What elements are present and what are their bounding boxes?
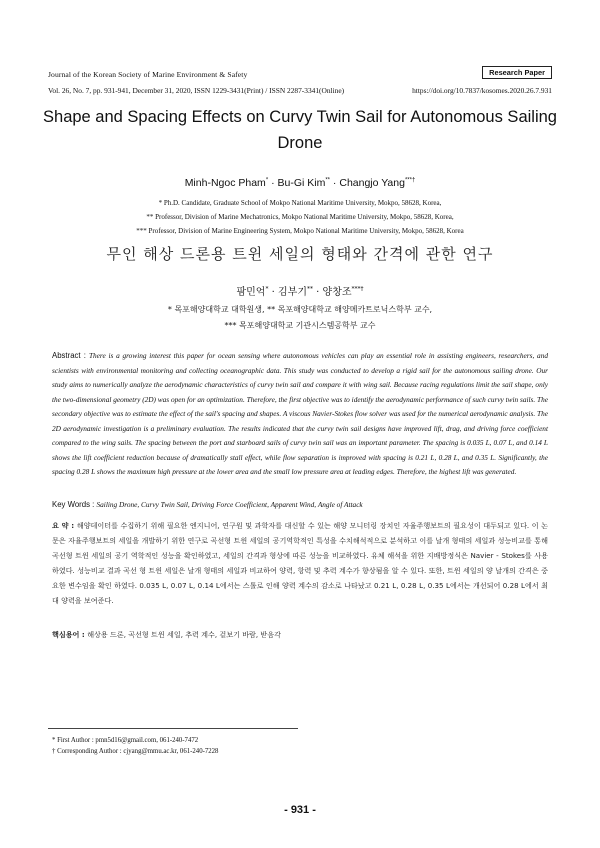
korean-abstract-label: 요 약 : [52,521,77,530]
affiliation-3: *** Professor, Division of Marine Engineering System, Mokpo National Maritime University, Mokpo, 58628, Korea [136,227,464,235]
citation-line [48,86,552,95]
abstract-text: There is a growing interest this paper for ocean sensing where autonomous vehicles can play an essential role in assisting engineers, researchers, and scientists with environmental monitoring and collecting oceanographic data. This study was conducted to develop a rigid sail for the autonomous sailing drone. Our study aims to numerically analyze the aerodynamic characteristics of curvy twin sail and compare it with wing sail. Because racing regulations limit the sail shape, only the two-dimensional geometry (2D) was open for an optimization. Therefore, the first objective was to identify the aerodynamic performance of such curvy twin sails. The secondary objective was to estimate the effect of the sail's spacing and shapes. A viscous Navier-Stokes flow solver was used for the numerical aerodynamic analysis. The 2D aerodynamic investigation is a preliminary evaluation. The results indicated that the curvy twin sail designs have improved lift, drag, and driving force coefficient compared to the wing sails. The spacing between the port and starboard sails of curvy twin sail was an important parameter. The spacing is 0.035 L, 0.07 L, and 0.14 L shows the lift coefficient reduction because of dramatically stall effect, while flow separation is improved with spacing is 0.21 L, 0.28 L, and 0.35 L. Significantly, the spacing 0.28 L shows the maximum high pressure at the lower area and the small low pressure area at leading edges. Therefore, the highest lift was generated. [52,351,548,476]
doi-link[interactable]: https://doi.org/10.7837/kosomes.2020.26.7.931 [412,86,552,95]
korean-author-separator: · [312,287,323,298]
footnote-first-author: * First Author : pmn5d16@gmail.com, 061-240-7472 [52,737,199,744]
citation: Vol. 26, No. 7, pp. 931-941, December 31, 2020, ISSN 1229-3431(Print) / ISSN 2287-3341(Online) [48,86,345,95]
keywords-label: Key Words : [52,500,97,509]
footnote-corresponding-author: † Corresponding Author : cjyang@mmu.ac.kr, 061-240-7228 [52,747,219,755]
journal-name: Journal of the Korean Society of Marine Environment & Safety [48,70,248,79]
paper-title: Shape and Spacing Effects on Curvy Twin Sail for Autonomous Sailing Drone [43,108,557,152]
author-3: Changjo Yang [339,177,405,189]
korean-affiliation-1: * 목포해양대학교 대학원생, ** 목포해양대학교 해양메카트로닉스학부 교수, [167,305,433,314]
korean-keywords [52,630,548,640]
author-1: Minh-Ngoc Pham [184,177,266,189]
page-number: - 931 - [284,804,316,816]
affiliation-2: ** Professor, Division of Marine Mechatronics, Mokpo National Maritime University, Mokpo, 58628, Korea, [146,213,454,221]
korean-title: 무인 해상 드론용 트윈 세일의 형태와 간격에 관한 연구 [106,245,494,263]
author-2: Bu-Gi Kim [277,177,326,189]
footnotes [52,736,218,757]
korean-keywords-text: 해상용 드론, 곡선형 트윈 세일, 추력 계수, 겉보기 바람, 받음각 [87,630,281,639]
affiliation-1: * Ph.D. Candidate, Graduate School of Mokpo National Maritime University, Mokpo, 58628, Korea, [158,199,442,207]
footnote-divider [48,728,298,729]
korean-author-2-mark: ** [306,285,313,293]
author-separator: · [268,177,278,189]
keywords-text: Sailing Drone, Curvy Twin Sail, Driving Force Coefficient, Apparent Wind, Angle of Attack [96,500,363,509]
korean-abstract-text: 해양데이터를 수집하기 위해 필요한 엔지니어, 연구원 및 과학자를 대신할 수 있는 해양 모니터링 장치인 자율주행보트의 필요성이 대두되고 있다. 이 논문은 자율주행보트의 세일을 개발하기 위한 연구로 곡선형 트윈 세일의 공기역학적인 특성을 수치해석적으로 분석하고 이를 날개 형태의 세일과 성능비교를 통해 곡선형 트윈 세일의 공기 역학적인 성능을 확인하였고, 세일의 간격과 형상에 따른 성능을 비교하였다. 유체 해석을 위한 지배방정식은 Navier - Stokes를 사용하였다. 성능비교 결과 곡선 형 트윈 세일은 날개 형태의 세일과 비교하여 양력, 항력 및 추력 계수가 향상됨을 알 수 있다. 또한, 트윈 세일의 양 날개의 간격은 중요한 변수임을 확인 하였다. 0.035 L, 0.07 L, 0.14 L에서는 스톨로 인해 양력 계수의 감소로 나타났고 0.21 L, 0.28 L, 0.35 L에서는 개선되어 0.28 L에서 최대 양력을 보여준다. [52,521,549,605]
korean-author-3: 양창조 [322,287,352,298]
abstract [52,349,548,480]
korean-author-list [0,283,600,298]
korean-author-3-mark: ***† [351,285,364,293]
author-list [0,177,600,189]
korean-abstract [52,518,548,608]
korean-author-2: 김부기 [278,287,307,298]
research-paper-badge: Research Paper [482,66,552,79]
keywords [52,500,548,509]
author-3-mark: ***† [404,177,416,184]
korean-author-1-mark: * [265,285,269,293]
korean-author-1: 팜민억 [236,287,266,298]
author-1-mark: * [265,177,269,184]
author-2-mark: ** [325,177,331,184]
korean-affiliation-2: *** 목포해양대학교 기관시스템공학부 교수 [224,321,376,330]
korean-author-separator: · [268,287,278,298]
abstract-label: Abstract : [52,351,89,360]
korean-keywords-label: 핵심용어 : [52,630,88,639]
author-separator: · [330,177,340,189]
